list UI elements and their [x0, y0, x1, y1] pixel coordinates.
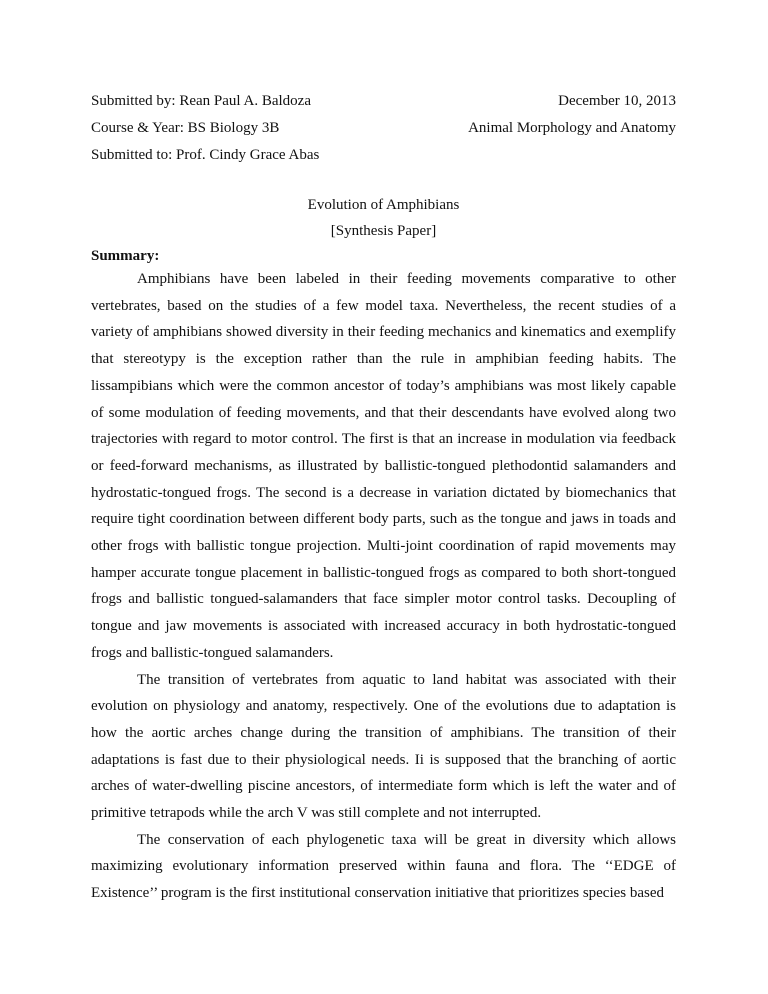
header-row-course	[91, 118, 676, 138]
paragraph: The conservation of each phylogenetic taxa will be great in diversity which allows maximizing evolutionary information preserved within fauna and flora. The ‘‘EDGE of Existence’’ program is the first institutional conservation initiative that prioritizes species based	[91, 831, 676, 902]
paragraph: Amphibians have been labeled in their feeding movements comparative to other vertebrates, based on the studies of a few model taxa. Nevertheless, the recent studies of a variety of amphibians showed diversity in their feeding mechanics and kinematics and exemplify that stereotypy is the exception rather than the rule in amphibian feeding habits. The lissampibians which were the common ancestor of today’s amphibians was most likely capable of some modulation of feeding movements, and that their descendants have evolved along two trajectories with regard to motor control. The first is that an increase in modulation via feedback or feed-forward mechanisms, as illustrated by ballistic-tongued plethodontid salamanders and hydrostatic-tongued frogs. The second is a decrease in variation dictated by biomechanics that require tight coordination between different body parts, such as the tongue and jaws in toads and other frogs with ballistic tongue projection. Multi-joint coordination of rapid movements may hamper accurate tongue placement in ballistic-tongued frogs as compared to both short-tongued frogs and ballistic tongued-salamanders that face simpler motor control tasks. Decoupling of tongue and jaw movements is associated with increased accuracy in both hydrostatic-tongued frogs and ballistic-tongued salamanders.	[91, 271, 676, 661]
subject-name: Animal Morphology and Anatomy	[468, 120, 676, 136]
section-heading: Summary:	[91, 248, 160, 264]
header-row-submitted-to	[91, 145, 676, 165]
submission-date: December 10, 2013	[558, 93, 676, 109]
paragraph: The transition of vertebrates from aquatic to land habitat was associated with their evolution on physiology and anatomy, respectively. One of the evolutions due to adaptation is how the aortic arches change during the transition of amphibians. The transition of their adaptations is fast due to their physiological needs. Ii is supposed that the branching of aortic arches of water-dwelling piscine ancestors, of intermediate form which is left the water and of primitive tetrapods while the arch V was still complete and not interrupted.	[91, 671, 676, 822]
document-subtitle: [Synthesis Paper]	[330, 223, 437, 239]
summary-body	[91, 266, 676, 907]
submitted-by: Submitted by: Rean Paul A. Baldoza	[91, 93, 311, 109]
course-year: Course & Year: BS Biology 3B	[91, 120, 280, 136]
header-row-submitted-by	[91, 91, 676, 111]
submitted-to: Submitted to: Prof. Cindy Grace Abas	[91, 147, 320, 163]
document-title: Evolution of Amphibians	[307, 197, 460, 213]
